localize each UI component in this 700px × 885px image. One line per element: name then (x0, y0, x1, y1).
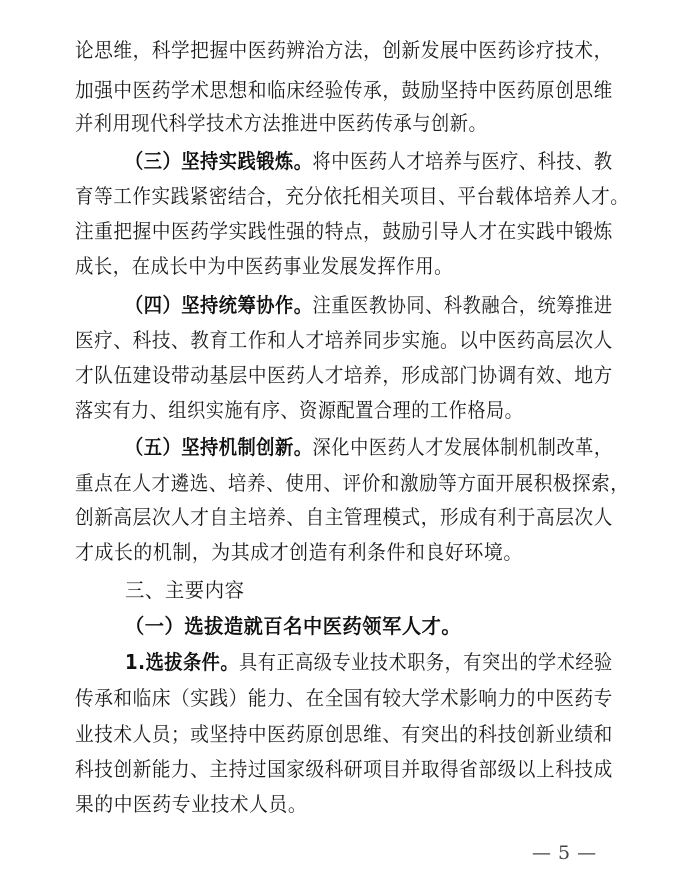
text-line (75, 183, 629, 209)
body-text: 才成长的机制，为其成才创造有利条件和良好环境。 (75, 540, 523, 564)
bold-heading-text: （四）坚持统筹协作。 (125, 293, 313, 317)
text-line (125, 148, 613, 174)
body-text: 落实有力、组织实施有序、资源配置合理的工作格局。 (75, 398, 524, 422)
bold-heading-text: （三）坚持实践锻炼。 (125, 149, 313, 173)
body-text: 才队伍建设带动基层中医药人才培养，形成部门协调有效、地方 (75, 363, 613, 387)
text-line (75, 397, 523, 423)
body-text: 三、主要内容 (125, 578, 245, 602)
bold-heading-text: （五）坚持机制创新。 (125, 435, 313, 459)
body-text: 加强中医药学术思想和临床经验传承，鼓励坚持中医药原创思维 (75, 78, 613, 102)
text-line (125, 613, 461, 639)
body-text: 注重把握中医药学实践性强的特点，鼓励引导人才在实践中锻炼 (75, 219, 613, 243)
bold-heading-text: 1.选拔条件。 (125, 650, 240, 674)
page-number: — 5 — (532, 842, 597, 864)
text-line (75, 110, 487, 136)
text-line (75, 504, 613, 530)
body-text: 注重医教协同、科教融合，统筹推进 (312, 293, 613, 317)
body-text: 具有正高级专业技术职务，有突出的学术经验 (239, 650, 613, 674)
text-line (75, 218, 613, 244)
text-line (125, 649, 613, 675)
body-text: 并利用现代科学技术方法推进中医药传承与创新。 (75, 111, 488, 135)
text-line (75, 721, 613, 747)
text-line (75, 362, 613, 388)
body-text: 将中医药人才培养与医疗、科技、教 (312, 149, 613, 173)
text-line (75, 327, 613, 353)
body-text: 创新高层次人才自主培养、自主管理模式，形成有利于高层次人 (75, 505, 613, 529)
body-text: 成长，在成长中为中医药事业发展发挥作用。 (75, 254, 453, 278)
text-line (75, 791, 307, 817)
body-text: 深化中医药人才发展体制机制改革， (312, 435, 613, 459)
text-line (75, 253, 453, 279)
body-text: 医疗、科技、教育工作和人才培养同步实施。以中医药高层次人 (75, 328, 613, 352)
body-text: 论思维，科学把握中医药辨治方法，创新发展中医药诊疗技术， (75, 38, 613, 62)
text-line (125, 577, 245, 603)
text-line (75, 37, 613, 63)
body-text: 传承和临床（实践）能力、在全国有较大学术影响力的中医药专 (75, 686, 613, 710)
bold-heading-text: （一）选拔造就百名中医药领军人才。 (125, 614, 462, 638)
body-text: 果的中医药专业技术人员。 (75, 792, 308, 816)
body-text: 重点在人才遴选、培养、使用、评价和激励等方面开展积极探索， (75, 471, 630, 495)
body-text: 科技创新能力、主持过国家级科研项目并取得省部级以上科技成 (75, 757, 613, 781)
text-line (75, 685, 613, 711)
text-line (75, 470, 629, 496)
body-text: 育等工作实践紧密结合，充分依托相关项目、平台载体培养人才。 (75, 184, 630, 208)
body-text: 业技术人员；或坚持中医药原创思维、有突出的科技创新业绩和 (75, 722, 613, 746)
text-line (75, 539, 523, 565)
text-line (125, 434, 613, 460)
text-line (75, 77, 613, 103)
text-line (125, 292, 613, 318)
text-line (75, 756, 613, 782)
